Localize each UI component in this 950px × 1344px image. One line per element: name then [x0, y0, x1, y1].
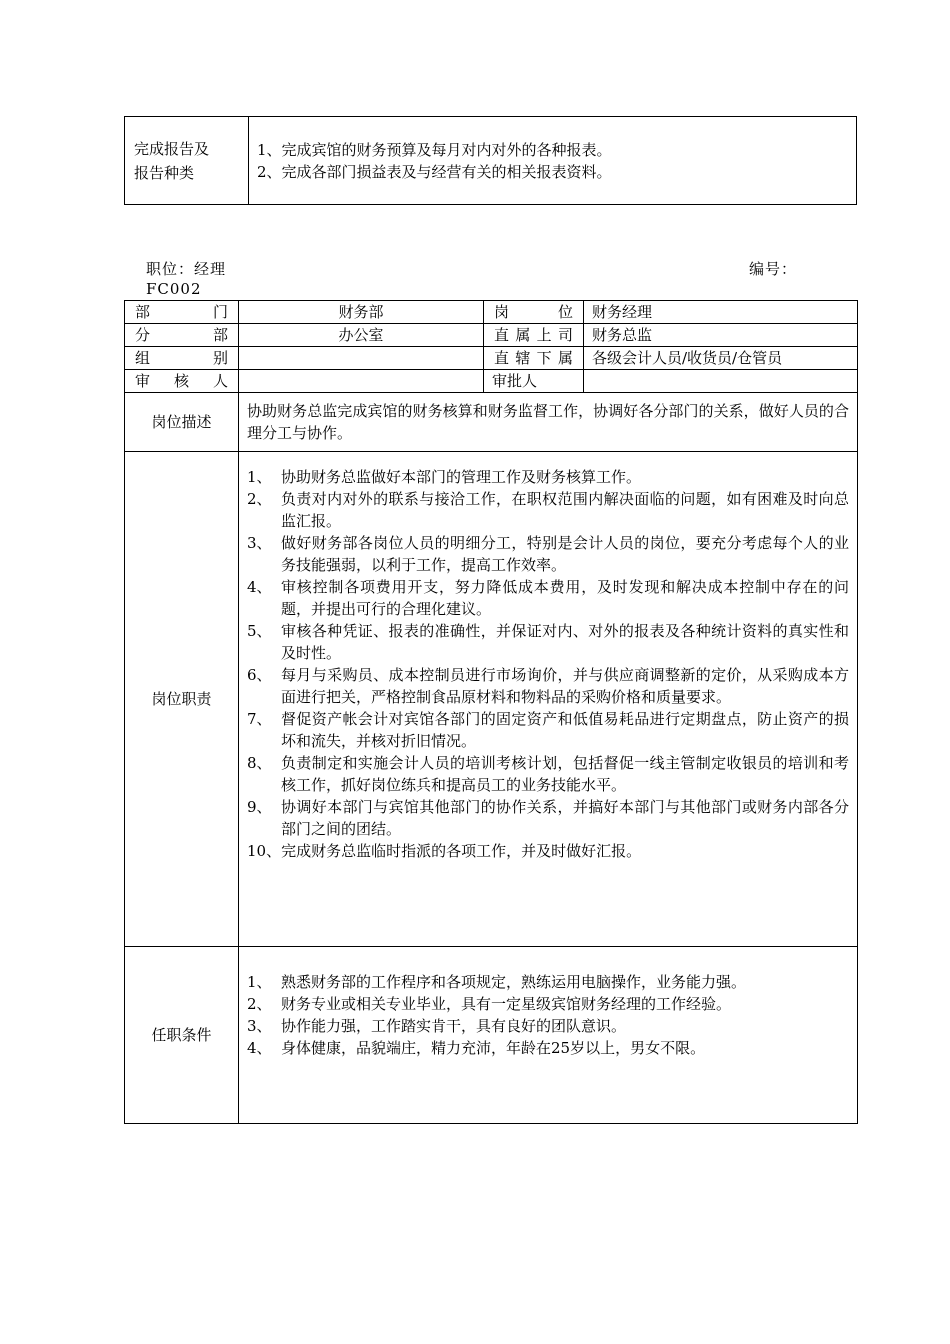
duty-item: 1、 协助财务总监做好本部门的管理工作及财务核算工作。: [247, 468, 642, 486]
duty-item: 10、 完成财务总监临时指派的各项工作，并及时做好汇报。: [247, 842, 642, 860]
duty-item: 5、 审核各种凭证、报表的准确性，并保证对内、对外的报表及各种统计资料的真实性和及时性。: [247, 622, 849, 662]
requirement-item: 3、 协作能力强，工作踏实肯干，具有良好的团队意识。: [247, 1017, 627, 1035]
duty-item: 9、 协调好本部门与宾馆其他部门的协作关系，并搞好本部门与其他部门或财务内部各分部门之间的团结。: [247, 798, 849, 838]
requirements-list: [239, 947, 858, 1124]
requirements-label: 任职条件: [125, 947, 239, 1124]
department-label: 部 门: [125, 301, 239, 324]
report-types-label-line1: 完成报告及: [134, 139, 210, 158]
requirements-row: [125, 947, 858, 1124]
approver-value: [584, 370, 858, 393]
number-value: FC002: [146, 280, 202, 298]
duty-item: 7、 督促资产帐会计对宾馆各部门的固定资产和低值易耗品进行定期盘点，防止资产的损坏和流失，并核对折旧情况。: [247, 710, 849, 750]
duty-item: 3、 做好财务部各岗位人员的明细分工，特别是会计人员的岗位，要充分考虑每个人的业务技能强弱，以利于工作，提高工作效率。: [247, 534, 849, 574]
department-value: 财务部: [239, 301, 484, 324]
description-text: 协助财务总监完成宾馆的财务核算和财务监督工作，协调好各分部门的关系，做好人员的合理分工与协作。: [239, 393, 858, 452]
division-value: 办公室: [239, 324, 484, 347]
reviewer-row: [125, 370, 858, 393]
duties-row: [125, 452, 858, 947]
job-description-table: [124, 300, 858, 1124]
superior-value: 财务总监: [584, 324, 858, 347]
report-item: 1、完成宾馆的财务预算及每月对内对外的各种报表。: [257, 140, 612, 159]
group-value: [239, 347, 484, 370]
report-types-row: [125, 117, 857, 205]
approver-label: 审批人: [484, 370, 584, 393]
duty-item: 8、 负责制定和实施会计人员的培训考核计划，包括督促一线主管制定收银员的培训和考核工作，抓好岗位练兵和提高员工的业务技能水平。: [247, 754, 849, 794]
requirement-item: 2、 财务专业或相关专业毕业，具有一定星级宾馆财务经理的工作经验。: [247, 995, 732, 1013]
duties-label: 岗位职责: [125, 452, 239, 947]
post-value: 财务经理: [584, 301, 858, 324]
post-label: 岗 位: [484, 301, 584, 324]
description-label: 岗位描述: [125, 393, 239, 452]
department-row: [125, 301, 858, 324]
description-row: [125, 393, 858, 452]
report-types-table: [124, 116, 857, 205]
duty-item: 2、 负责对内对外的联系与接洽工作，在职权范围内解决面临的问题，如有困难及时向总监汇报。: [247, 490, 849, 530]
group-label: 组 别: [125, 347, 239, 370]
report-types-content: [249, 117, 857, 205]
requirement-item: 1、 熟悉财务部的工作程序和各项规定，熟练运用电脑操作，业务能力强。: [247, 973, 747, 991]
subordinate-value: 各级会计人员/收货员/仓管员: [584, 347, 858, 370]
reviewer-label: 审核人: [125, 370, 239, 393]
report-types-label-line2: 报告种类: [134, 163, 195, 182]
duty-item: 6、 每月与采购员、成本控制员进行市场询价，并与供应商调整新的定价，从采购成本方面进行把关，严格控制食品原材料和物料品的采购价格和质量要求。: [247, 666, 849, 706]
subordinate-label: 直辖下属: [484, 347, 584, 370]
report-types-label: [125, 117, 249, 205]
division-row: [125, 324, 858, 347]
duty-item: 4、 审核控制各项费用开支，努力降低成本费用，及时发现和解决成本控制中存在的问题，并提出可行的合理化建议。: [247, 578, 849, 618]
superior-label: 直属上司: [484, 324, 584, 347]
group-row: [125, 347, 858, 370]
number-label: 编号：: [749, 260, 798, 278]
reviewer-value: [239, 370, 484, 393]
duties-list: [239, 452, 858, 947]
report-item: 2、完成各部门损益表及与经营有关的相关报表资料。: [257, 162, 612, 181]
requirement-item: 4、 身体健康，品貌端庄，精力充沛，年龄在25岁以上，男女不限。: [247, 1039, 706, 1057]
division-label: 分 部: [125, 324, 239, 347]
position-title: 职位：经理: [146, 260, 227, 278]
